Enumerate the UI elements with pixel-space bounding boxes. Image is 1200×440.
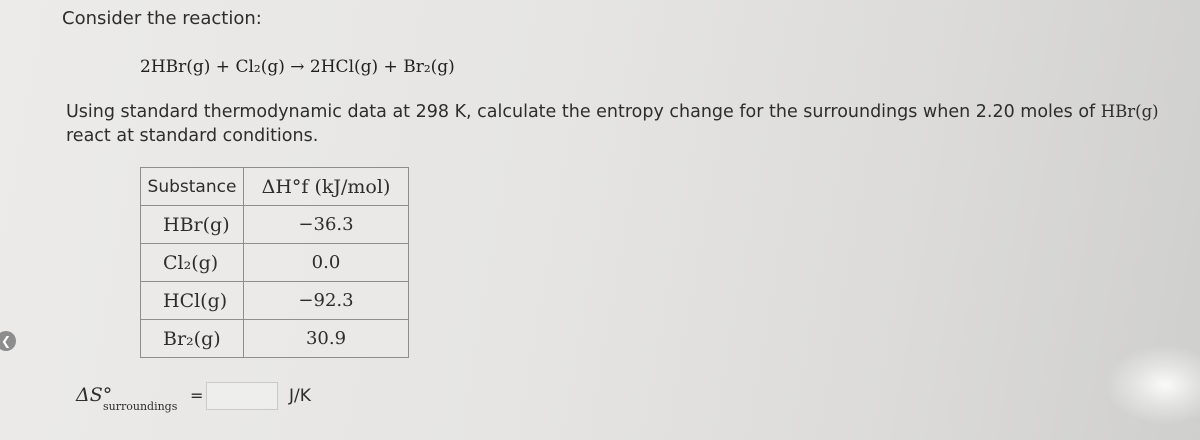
thermo-data-table — [140, 167, 409, 358]
table-row — [141, 320, 409, 358]
cell-substance: HCl(g) — [141, 282, 244, 320]
cell-value: 0.0 — [244, 244, 409, 282]
header-substance: Substance — [141, 168, 244, 206]
answer-input[interactable] — [206, 382, 278, 410]
intro-text: Consider the reaction: — [62, 8, 262, 29]
cell-substance: Br₂(g) — [141, 320, 244, 358]
cell-value: 30.9 — [244, 320, 409, 358]
cell-value: −92.3 — [244, 282, 409, 320]
unit-label: J/K — [289, 386, 311, 406]
entropy-subscript: surroundings — [103, 400, 178, 413]
question-text — [66, 100, 1176, 148]
chevron-left-icon[interactable]: ❮ — [0, 331, 16, 351]
screen-glare — [1105, 345, 1200, 425]
table-row — [141, 282, 409, 320]
question-body: Using standard thermodynamic data at 298 K, calculate the entropy change for the surroundings when 2.20 moles of — [66, 102, 1101, 122]
question-tail: react at standard conditions. — [66, 126, 319, 146]
entropy-label: ΔS° — [76, 384, 113, 406]
table-header-row — [141, 168, 409, 206]
cell-value: −36.3 — [244, 206, 409, 244]
equals-sign: = — [190, 386, 204, 405]
table-row — [141, 244, 409, 282]
table-row — [141, 206, 409, 244]
header-enthalpy: ΔH°f (kJ/mol) — [244, 168, 409, 206]
cell-substance: Cl₂(g) — [141, 244, 244, 282]
reaction-equation: 2HBr(g) + Cl₂(g) → 2HCl(g) + Br₂(g) — [140, 57, 455, 77]
question-species: HBr(g) — [1100, 102, 1159, 121]
cell-substance: HBr(g) — [141, 206, 244, 244]
